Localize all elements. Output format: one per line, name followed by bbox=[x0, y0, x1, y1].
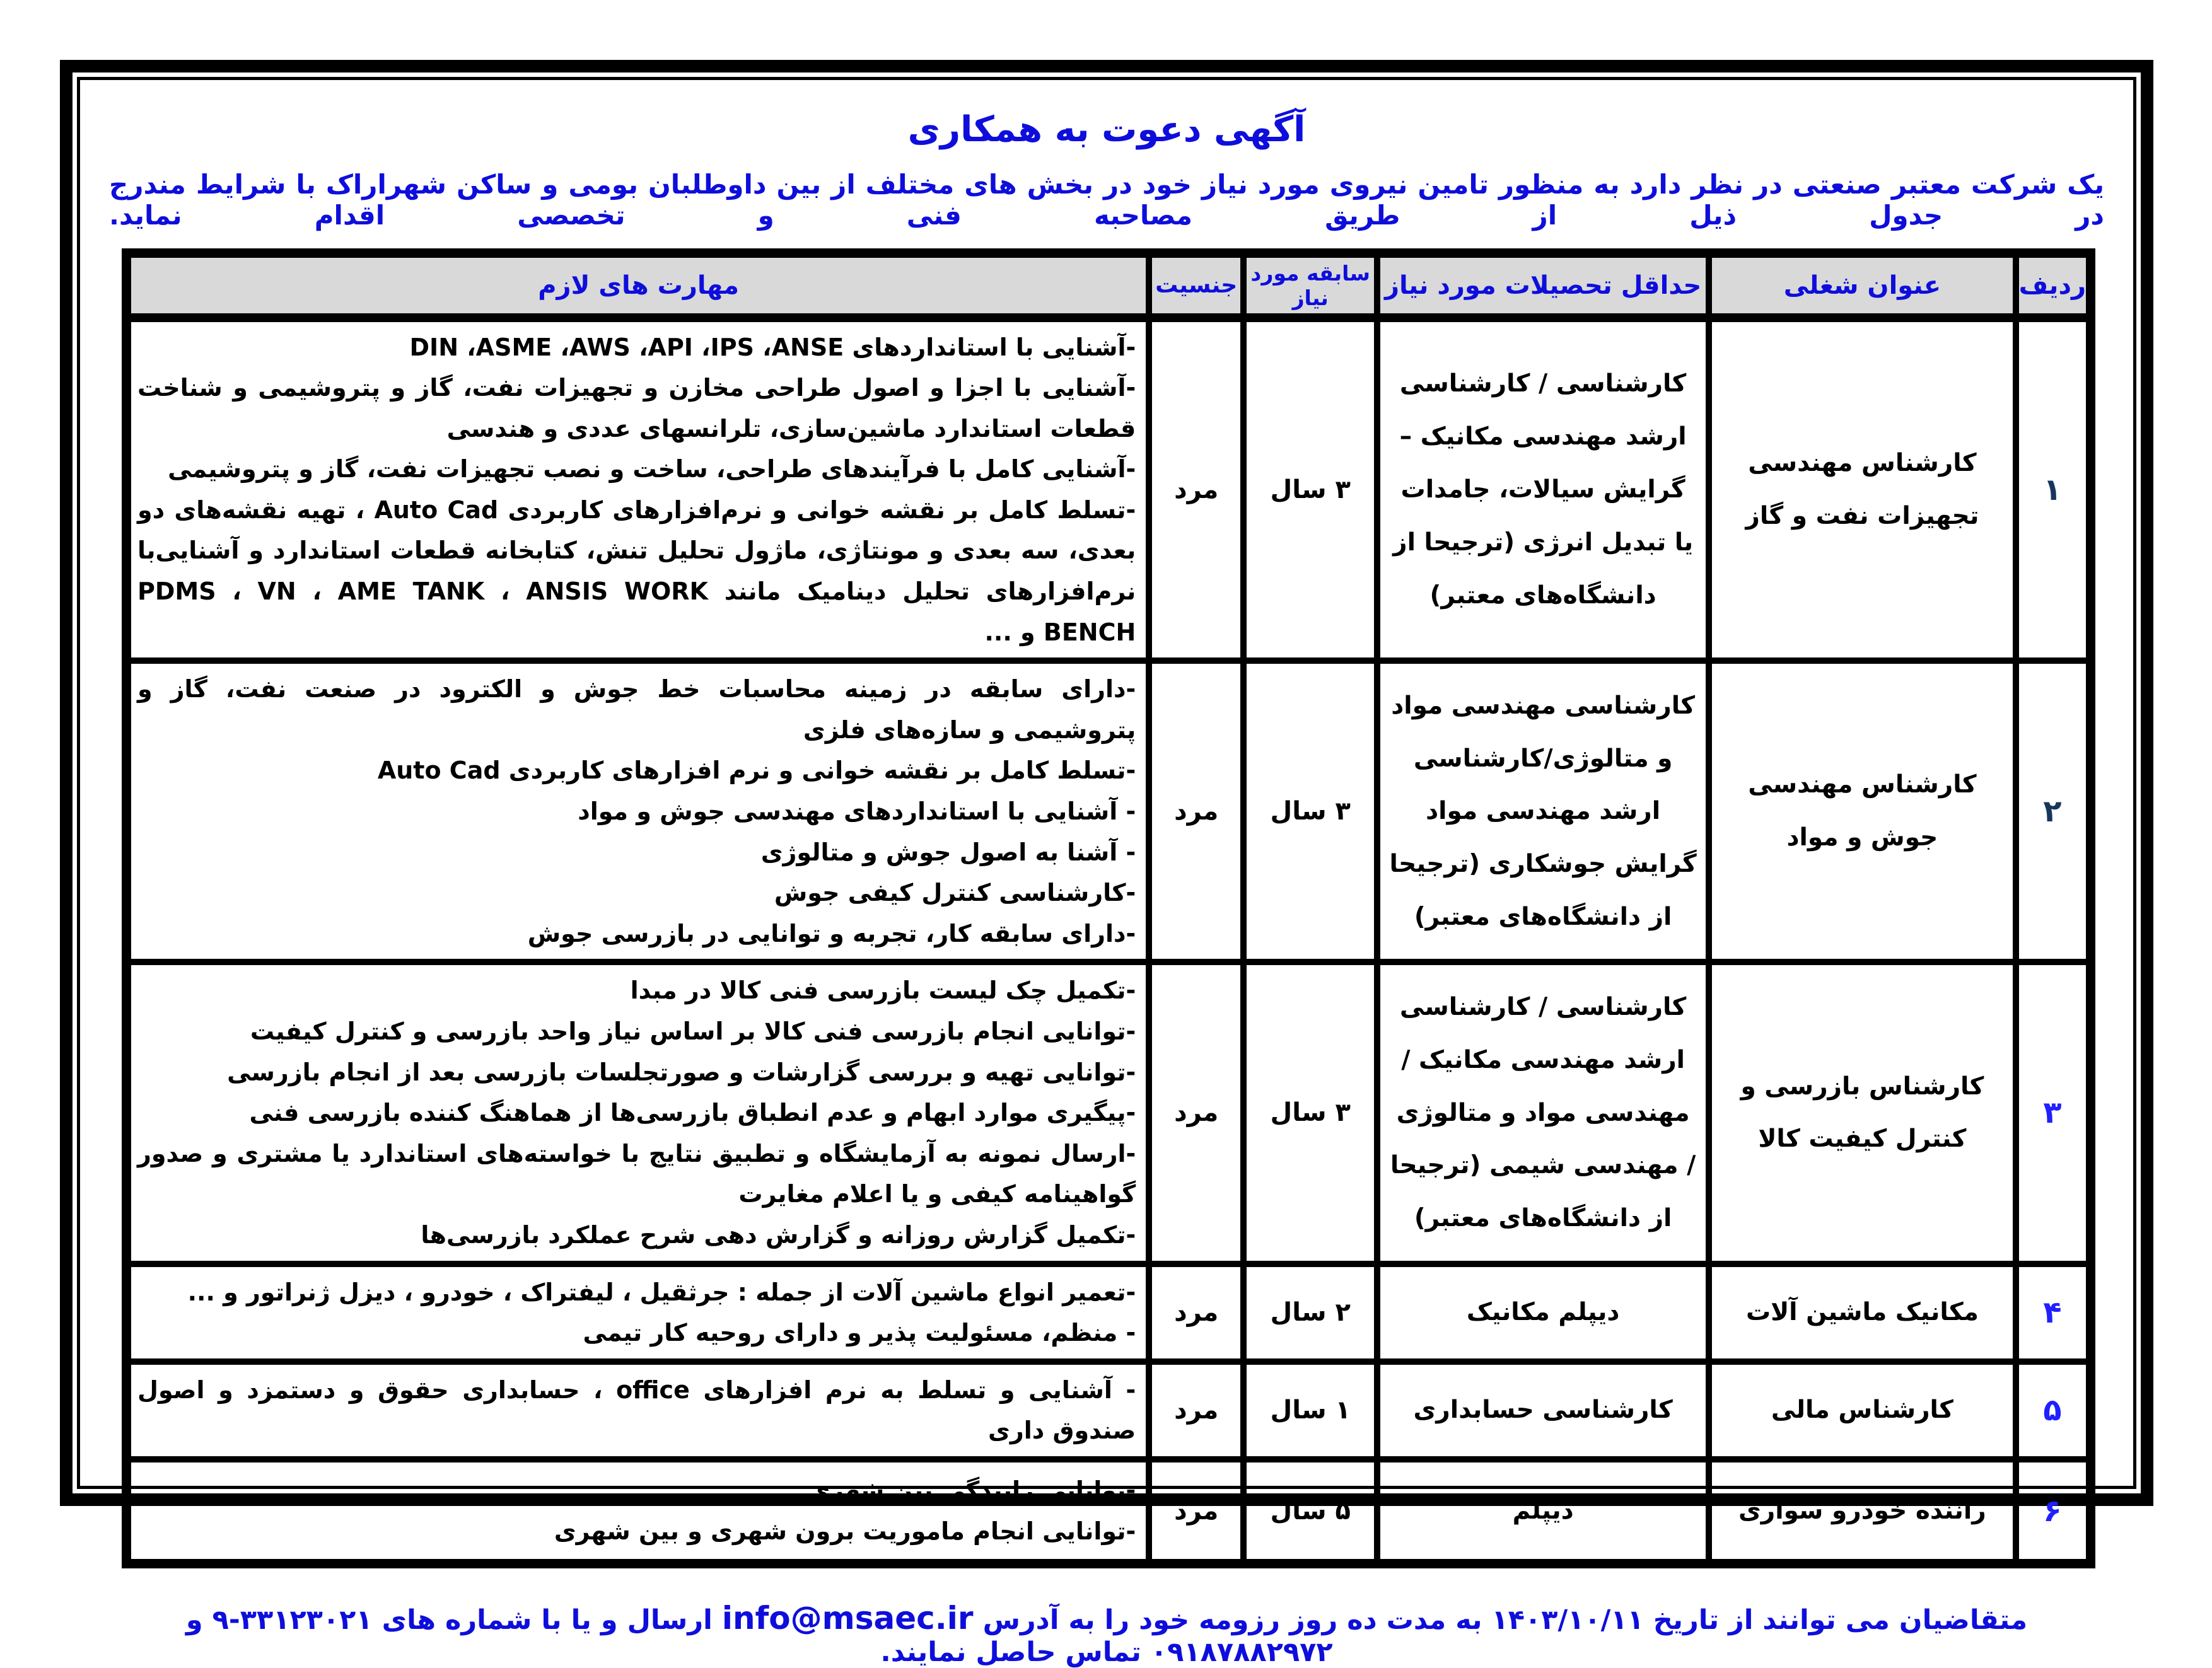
gender: مرد bbox=[1149, 1459, 1243, 1564]
skill-item: -دارای سابقه در زمینه محاسبات خط جوش و الکترود در صنعت نفت، گاز و پتروشیمی و سازه‌های فلزی bbox=[137, 675, 1136, 744]
skill-item: -کارشناسی کنترل کیفی جوش bbox=[774, 879, 1136, 907]
experience: ۳ سال bbox=[1243, 318, 1377, 661]
outer-frame bbox=[60, 60, 2153, 1668]
job-title: کارشناس مهندسی تجهیزات نفت و گاز bbox=[1709, 318, 2016, 661]
job-title: کارشناس مالی bbox=[1709, 1362, 2016, 1459]
skill-item: -توانایی انجام ماموریت برون شهری و بین شهری bbox=[554, 1517, 1136, 1545]
row-number: ۴ bbox=[2016, 1264, 2091, 1362]
skill-item: - آشنایی با استانداردهای مهندسی جوش و مواد bbox=[578, 797, 1136, 826]
skill-item: -توانایی انجام بازرسی فنی کالا بر اساس نیاز واحد بازرسی و کنترل کیفیت bbox=[250, 1017, 1136, 1045]
skill-item: -پیگیری موارد ابهام و عدم انطباق بازرسی‌ها از هماهنگ کننده بازرسی فنی bbox=[249, 1099, 1136, 1127]
skill-item: -آشنایی با استانداردهای DIN ،ASME ،AWS ،API ،IPS ،ANSE bbox=[409, 333, 1136, 361]
experience: ۵ سال bbox=[1243, 1459, 1377, 1564]
header-row-number: ردیف bbox=[2016, 253, 2091, 318]
education: کارشناسی / کارشناسی ارشد مهندسی مکانیک – گرایش سیالات، جامدات یا تبدیل انرژی (ترجیحا از دانشگاه‌های معتبر) bbox=[1377, 318, 1709, 661]
footer-text-after-email: ارسال و یا با شماره های bbox=[381, 1604, 713, 1636]
header-job-title: عنوان شغلی bbox=[1709, 253, 2016, 318]
skills-cell bbox=[127, 1459, 1150, 1564]
skill-item: -تسلط کامل بر نقشه خوانی و نرم‌افزارهای کاربردی Auto Cad ، تهیه نقشه‌های دو بعدی، سه بعدی و مونتاژی، ماژول تحلیل تنش، کتابخانه قطعات استاندارد و آشنایی‌با نرم‌افزارهای تحلیل دینامیک مانند PDMS ، VN ، AME TANK ، ANSIS WORK BENCH و ... bbox=[137, 495, 1136, 646]
education: دیپلم مکانیک bbox=[1377, 1264, 1709, 1362]
job-row bbox=[127, 962, 2091, 1263]
job-row bbox=[127, 661, 2091, 962]
education: دیپلم bbox=[1377, 1459, 1709, 1564]
skills-cell bbox=[127, 1362, 1150, 1459]
education: کارشناسی مهندسی مواد و متالوژی/کارشناسی ارشد مهندسی مواد گرایش جوشکاری (ترجیحا از دانشگاه‌های معتبر) bbox=[1377, 661, 1709, 962]
skills-cell bbox=[127, 1264, 1150, 1362]
job-row bbox=[127, 1459, 2091, 1564]
skill-item: -تکمیل گزارش روزانه و گزارش دهی شرح عملکرد بازرسی‌ها bbox=[421, 1220, 1136, 1249]
job-title: کارشناس مهندسی جوش و مواد bbox=[1709, 661, 2016, 962]
skills-cell bbox=[127, 962, 1150, 1263]
skill-item: -تکمیل چک لیست بازرسی فنی کالا در مبدا bbox=[630, 976, 1136, 1005]
header-education: حداقل تحصیلات مورد نیاز bbox=[1377, 253, 1709, 318]
job-title: راننده خودرو سواری bbox=[1709, 1459, 2016, 1564]
experience: ۳ سال bbox=[1243, 661, 1377, 962]
skill-item: - منظم، مسئولیت پذیر و دارای روحیه کار تیمی bbox=[583, 1319, 1136, 1347]
skill-item: -دارای سابقه کار، تجربه و توانایی در بازرسی جوش bbox=[527, 919, 1136, 947]
skill-item: -توانایی تهیه و بررسی گزارشات و صورتجلسات بازرسی بعد از انجام بازرسی bbox=[227, 1058, 1136, 1086]
job-row bbox=[127, 318, 2091, 661]
job-title: کارشناس بازرسی و کنترل کیفیت کالا bbox=[1709, 962, 2016, 1263]
page-title: آگهی دعوت به همکاری bbox=[907, 109, 1306, 150]
experience: ۲ سال bbox=[1243, 1264, 1377, 1362]
footer-text-after-phones: تماس حاصل نمایند. bbox=[880, 1636, 1141, 1668]
skill-item: - آشنا به اصول جوش و متالوژی bbox=[760, 838, 1136, 866]
header-experience: سابقه مورد نیاز bbox=[1243, 253, 1377, 318]
skill-item: -تسلط کامل بر نقشه خوانی و نرم افزارهای کاربردی Auto Cad bbox=[377, 756, 1136, 785]
gender: مرد bbox=[1149, 661, 1243, 962]
footer-text-before-email: متقاضیان می توانند از تاریخ ۱۴۰۳/۱۰/۱۱ به مدت ده روز رزومه خود را به آدرس bbox=[982, 1604, 2028, 1636]
contact-email: info@msaec.ir bbox=[721, 1600, 974, 1637]
jobs-table bbox=[122, 248, 2095, 1568]
job-title: مکانیک ماشین آلات bbox=[1709, 1264, 2016, 1362]
gender: مرد bbox=[1149, 318, 1243, 661]
inner-frame bbox=[77, 77, 2136, 1668]
skills-cell bbox=[127, 318, 1150, 661]
row-number: ۵ bbox=[2016, 1362, 2091, 1459]
header-gender: جنسیت bbox=[1149, 253, 1243, 318]
row-number: ۶ bbox=[2016, 1459, 2091, 1564]
row-number: ۳ bbox=[2016, 962, 2091, 1263]
skill-item: -آشنایی با اجزا و اصول طراحی مخازن و تجهیزات نفت، گاز و پتروشیمی و شناخت قطعات استاندارد ماشین‌سازی، تلرانسهای عددی و هندسی bbox=[137, 374, 1136, 443]
skill-item: -توانایی رانندگی بین شهری bbox=[808, 1476, 1136, 1505]
header-row bbox=[127, 253, 2091, 318]
gender: مرد bbox=[1149, 962, 1243, 1263]
header-skills: مهارت های لازم bbox=[127, 253, 1150, 318]
intro-paragraph: یک شرکت معتبر صنعتی در نظر دارد به منظور تامین نیروی مورد نیاز خود در بخش های مختلف از بین داوطلبان بومی و ساکن شهراراک با شرایط مندرج در جدول ذیل از طریق مصاحبه فنی و تخصصی اقدام نماید. bbox=[109, 169, 2104, 231]
contact-phone-mobile: ۰۹۱۸۷۸۸۲۹۷۲ bbox=[1150, 1636, 1333, 1668]
gender: مرد bbox=[1149, 1264, 1243, 1362]
row-number: ۲ bbox=[2016, 661, 2091, 962]
gender: مرد bbox=[1149, 1362, 1243, 1459]
skill-item: -ارسال نمونه به آزمایشگاه و تطبیق نتایج با خواسته‌های استاندارد یا مشتری و صدور گواهینامه کیفی و یا اعلام مغایرت bbox=[137, 1139, 1136, 1208]
jobs-table-header bbox=[127, 253, 2091, 318]
job-row bbox=[127, 1362, 2091, 1459]
row-number: ۱ bbox=[2016, 318, 2091, 661]
experience: ۱ سال bbox=[1243, 1362, 1377, 1459]
skills-cell bbox=[127, 661, 1150, 962]
education: کارشناسی حسابداری bbox=[1377, 1362, 1709, 1459]
job-row bbox=[127, 1264, 2091, 1362]
skill-item: -آشنایی کامل با فرآیندهای طراحی، ساخت و نصب تجهیزات نفت، گاز و پتروشیمی bbox=[168, 455, 1136, 484]
contact-footer bbox=[91, 1600, 2122, 1668]
experience: ۳ سال bbox=[1243, 962, 1377, 1263]
education: کارشناسی / کارشناسی ارشد مهندسی مکانیک / مهندسی مواد و متالوژی / مهندسی شیمی (ترجیحا از دانشگاه‌های معتبر) bbox=[1377, 962, 1709, 1263]
skill-item: - آشنایی و تسلط به نرم افزارهای office ، حسابداری حقوق و دستمزد و اصول صندوق داری bbox=[137, 1376, 1136, 1445]
contact-phone-range: ۳۳۱۲۳۰۲۱-۹ bbox=[212, 1604, 373, 1636]
skill-item: -تعمیر انواع ماشین آلات از جمله : جرثقیل ، لیفتراک ، خودرو ، دیزل ژنراتور و ... bbox=[187, 1278, 1136, 1306]
footer-and: و bbox=[185, 1604, 203, 1636]
jobs-table-body bbox=[127, 318, 2091, 1564]
